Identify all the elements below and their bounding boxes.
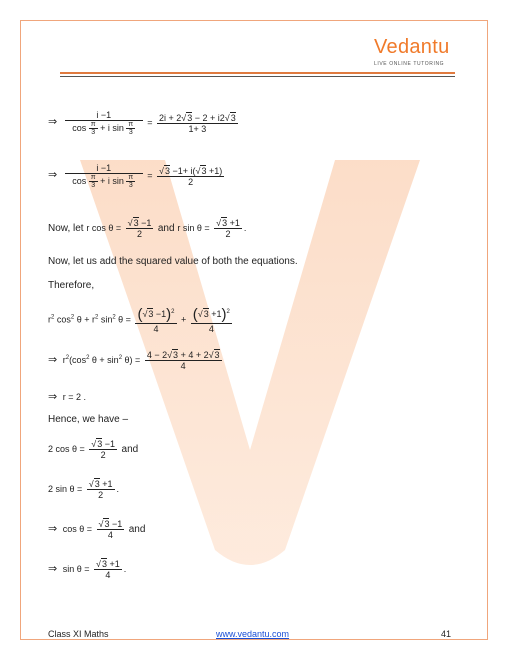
add-squared-text: Now, let us add the squared value of both the equations. (48, 256, 298, 267)
and-text-3: and (128, 523, 146, 535)
page-number: 41 (441, 629, 452, 639)
equation-1: ⇒ i −1 cos $\frac{\pi}{3}$ + i sin $\frac{\pi}{3}$ = $\frac{2i + 2√3 - 2 + i2√3}{1+ 3}$ (48, 110, 236, 136)
equation-r-equals-2: ⇒ r = 2 . (48, 391, 86, 403)
equation-2cos: 2 cos θ = $\frac{√3 -1}{2}$ and (48, 439, 139, 460)
equation-2: ⇒ i −1 cos $\frac{\pi}{3}$ + i sin $\frac{\pi}{3}$ = $\frac{√3 -1+ i(√3 +1)}{2}$ (48, 163, 223, 189)
footer-website-link[interactable] (216, 629, 289, 639)
footer-class: Class XI Maths (48, 629, 109, 639)
therefore-text: Therefore, (48, 280, 95, 291)
now-let-line: Now, let r cos θ = $\frac{√3 -1}{2}$ and r sin θ = $\frac{√3 +1}{2}$ . (48, 218, 247, 239)
equation-2sin: 2 sin θ = $\frac{√3 +1}{2}$ . (48, 479, 120, 500)
hence-text: Hence, we have – (48, 414, 129, 425)
and-text-2: and (121, 443, 139, 455)
header-rule (60, 72, 455, 74)
and-text: and (157, 222, 175, 234)
footer-link-text[interactable]: www.vedantu.com (216, 629, 290, 639)
equation-squared: $r^2$ $\cos^2 \theta + r^2$ $\sin^2 \theta$ = $\frac{(√3 -1)^2}{4}$ + $\frac{(√3 +1)^2}{4}$ (48, 306, 230, 334)
logo-tagline: LIVE ONLINE TUTORING (374, 61, 445, 67)
vedantu-logo[interactable] (374, 36, 454, 70)
header-rule-thin (60, 76, 455, 77)
now-let-text: Now, let (48, 222, 84, 234)
equation-r-squared: ⇒ $r^2(\cos^2$ $\theta + \sin^2 \theta$) = $\frac{4 - 2√3 + 4 + 2√3}{4}$ (48, 350, 220, 371)
logo-wordmark: Vedantu (374, 36, 450, 58)
equation-cos: ⇒ cos θ = $\frac{√3 -1}{4}$ and (48, 519, 146, 540)
equation-sin: ⇒ sin θ = $\frac{√3 +1}{4}$ . (48, 559, 127, 580)
